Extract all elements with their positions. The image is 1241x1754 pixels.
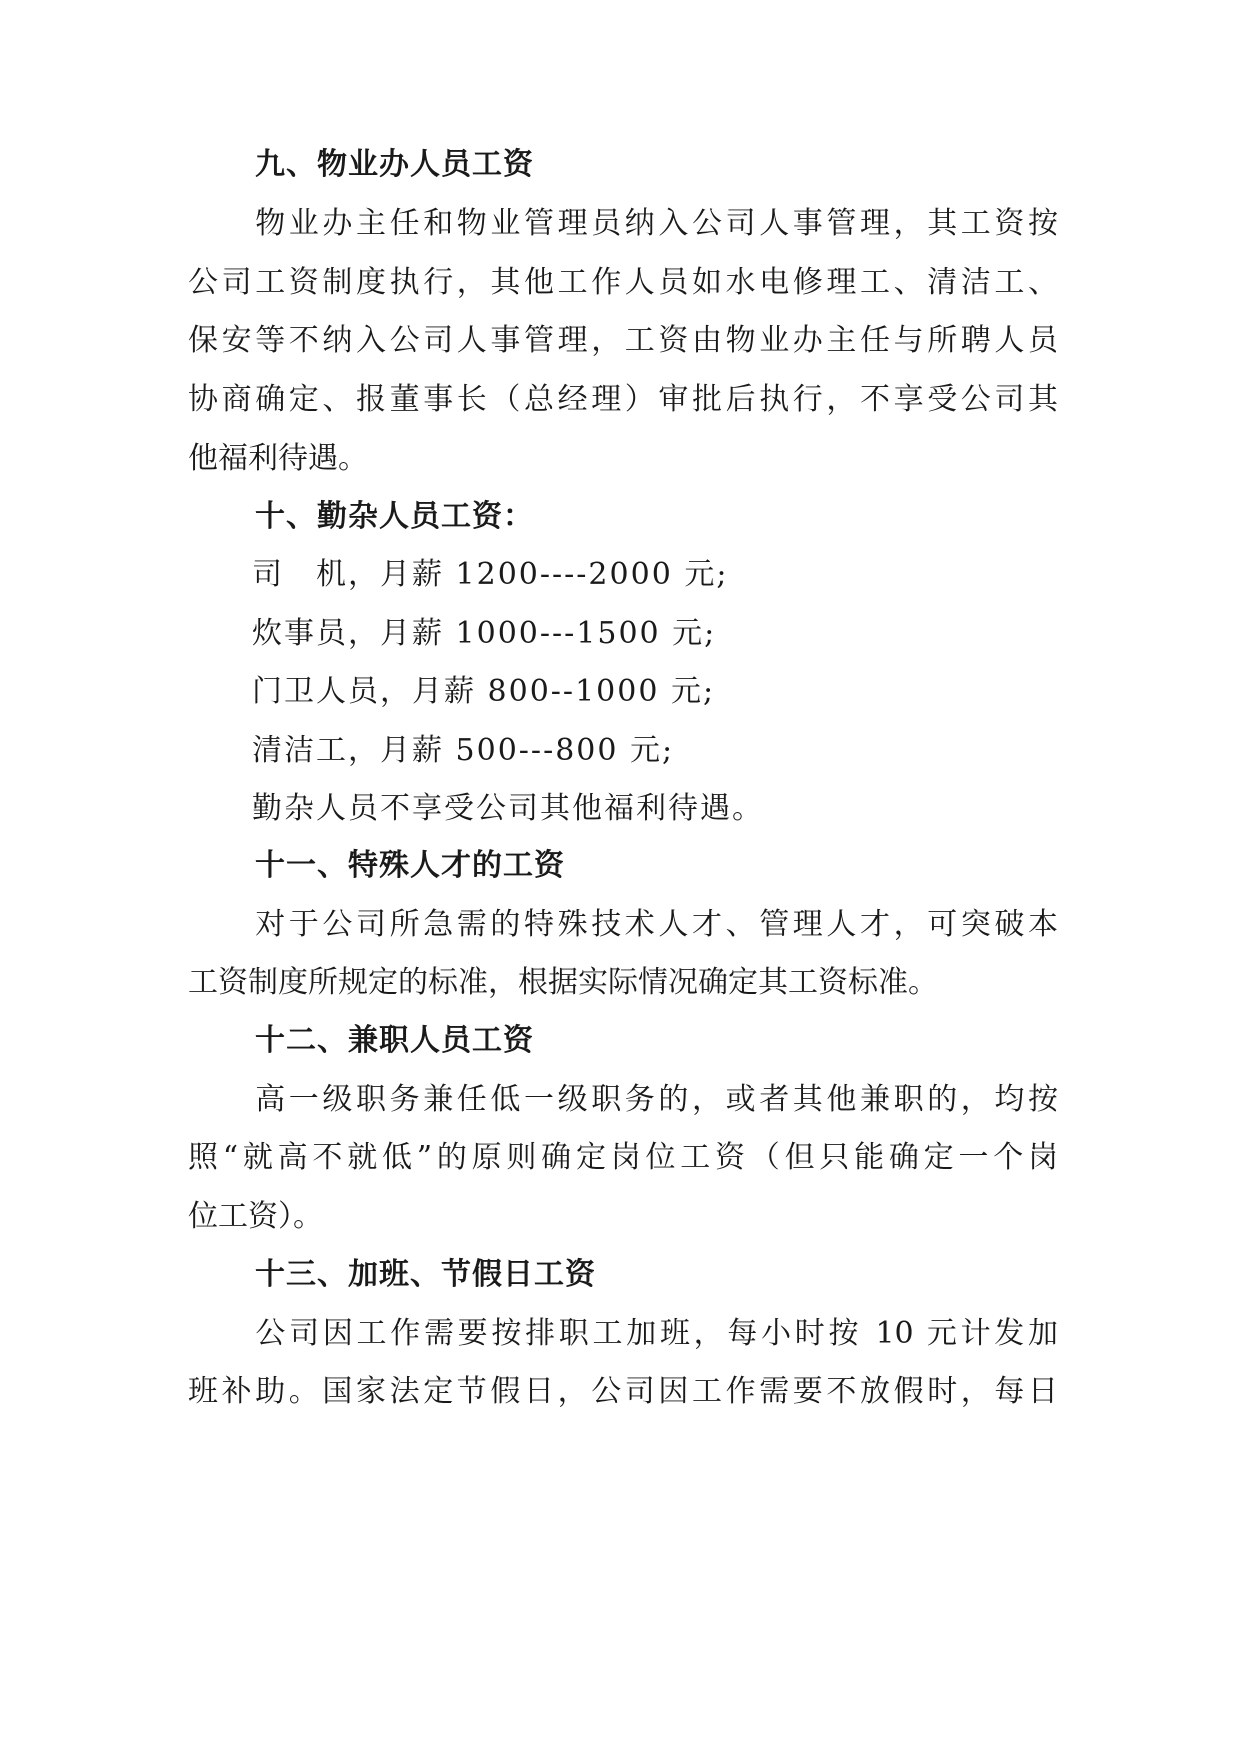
- wage-note: 勤杂人员不享受公司其他福利待遇。: [252, 791, 764, 826]
- paragraph-line: 保安等不纳入公司人事管理，工资由物业办主任与所聘人员: [188, 323, 1058, 358]
- paragraph-line: 照“就高不就低”的原则确定岗位工资（但只能确定一个岗: [188, 1140, 1058, 1175]
- paragraph-line: 位工资）。: [188, 1199, 323, 1234]
- paragraph-line: 公司工资制度执行，其他工作人员如水电修理工、清洁工、: [188, 265, 1058, 300]
- wage-item-cleaner: 清洁工，月薪 500---800 元;: [252, 733, 675, 768]
- wage-item-cook: 炊事员，月薪 1000---1500 元;: [252, 616, 717, 651]
- section-heading-9: 九、物业办人员工资: [255, 147, 534, 182]
- paragraph-line: 物业办主任和物业管理员纳入公司人事管理，其工资按: [188, 206, 1058, 241]
- paragraph-line: 对于公司所急需的特殊技术人才、管理人才，可突破本: [188, 907, 1058, 942]
- section-heading-13: 十三、加班、节假日工资: [255, 1257, 596, 1292]
- paragraph-line: 班补助。国家法定节假日，公司因工作需要不放假时，每日: [188, 1374, 1058, 1409]
- paragraph-line: 工资制度所规定的标准，根据实际情况确定其工资标准。: [188, 965, 938, 1000]
- section-heading-11: 十一、特殊人才的工资: [255, 848, 565, 883]
- wage-item-driver: 司 机，月薪 1200----2000 元;: [252, 557, 729, 592]
- paragraph-line: 他福利待遇。: [188, 441, 368, 476]
- wage-item-guard: 门卫人员，月薪 800--1000 元;: [252, 674, 716, 709]
- paragraph-line: 高一级职务兼任低一级职务的，或者其他兼职的，均按: [188, 1082, 1058, 1117]
- section-heading-10: 十、勤杂人员工资：: [255, 499, 534, 534]
- section-heading-12: 十二、兼职人员工资: [255, 1023, 534, 1058]
- paragraph-line: 协商确定、报董事长（总经理）审批后执行，不享受公司其: [188, 382, 1058, 417]
- paragraph-line: 公司因工作需要按排职工加班，每小时按 10 元计发加: [188, 1316, 1058, 1351]
